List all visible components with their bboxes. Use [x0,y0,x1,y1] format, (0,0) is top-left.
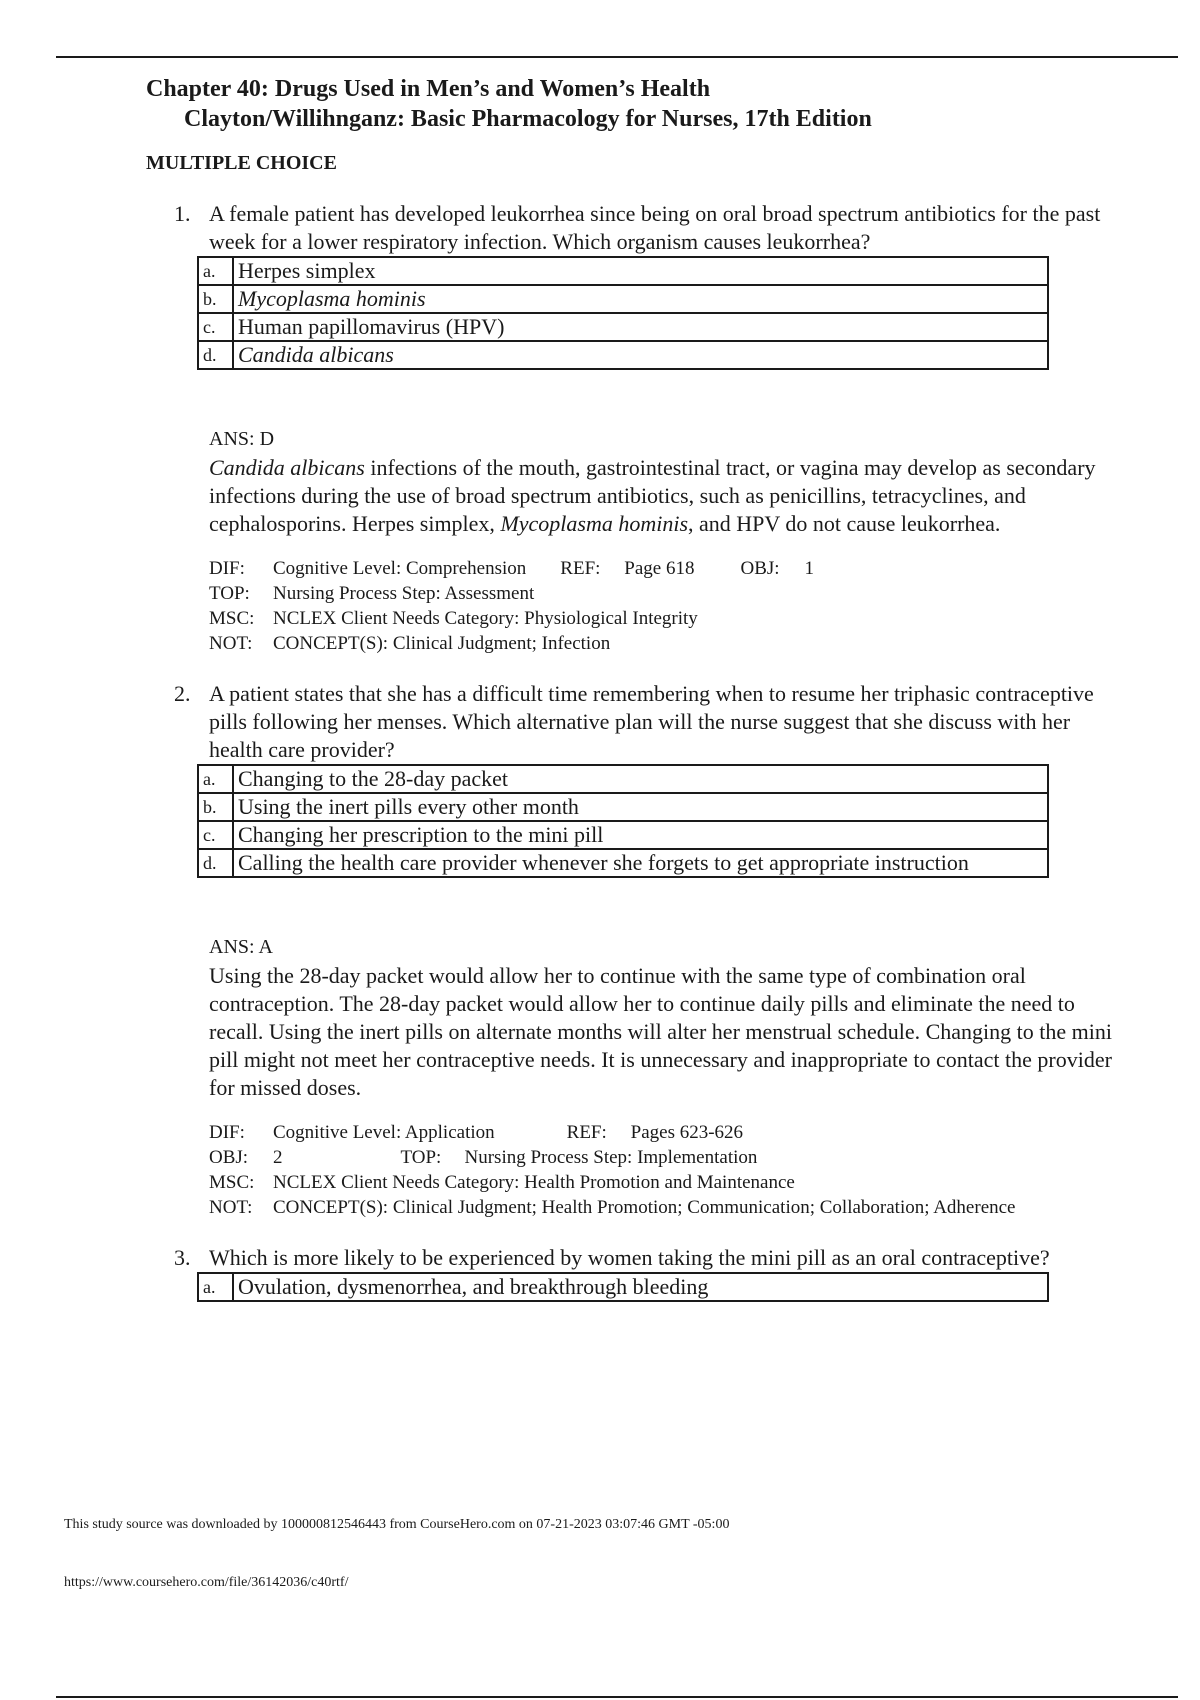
option-text: Calling the health care provider whenever she forgets to get appropriate instruction [233,849,1048,877]
chapter-title: Chapter 40: Drugs Used in Men’s and Women’s Health [146,76,711,102]
source-url[interactable]: https://www.coursehero.com/file/36142036/c40rtf/ [64,1575,349,1590]
meta-line-not [209,1195,1106,1220]
option-text: Using the inert pills every other month [233,793,1048,821]
question-2 [146,680,1112,1220]
download-note: This study source was downloaded by 100000812546443 from CourseHero.com on 07-21-2023 03:07:46 GMT -05:00 [64,1517,730,1532]
question-1 [146,200,1106,656]
meta-line-top [209,581,1106,606]
option-letter: b. [198,793,233,821]
meta-label: OBJ: [209,1147,249,1168]
option-letter: a. [198,257,233,285]
question-number: 2. [174,681,191,706]
answer-key: ANS: A [209,936,273,958]
option-letter: b. [198,285,233,313]
meta-value: Nursing Process Step: Assessment [273,583,535,604]
option-row [198,313,1048,341]
meta-label: NOT: [209,633,253,654]
meta-value: CONCEPT(S): Clinical Judgment; Infection [273,633,611,654]
option-text: Herpes simplex [233,257,1048,285]
meta-label: MSC: [209,1172,255,1193]
option-row [198,849,1048,877]
option-text-italic: Candida albicans [238,342,394,367]
option-text: Changing to the 28-day packet [233,765,1048,793]
meta-line-msc [209,606,1106,631]
meta-value: 2 [273,1147,283,1168]
meta-value: Page 618 [624,558,695,579]
meta-line-msc [209,1170,1106,1195]
option-row [198,341,1048,369]
rationale-text: infections of the mouth, gastrointestinal tract, or vagina may develop as secondary infections during the use of broad spectrum antibiotics, such as penicillins, tetracyclines, and cephalosporins. Herpes simplex, [209,455,1096,536]
rationale-text: , and HPV do not cause leukorrhea. [688,511,1001,536]
rationale-italic: Mycoplasma hominis [500,511,689,536]
option-text: Human papillomavirus (HPV) [233,313,1048,341]
option-row [198,257,1048,285]
option-letter: a. [198,1273,233,1301]
meta-label: MSC: [209,608,255,629]
top-rule [56,56,1178,58]
meta-label: DIF: [209,1122,245,1143]
question-metadata [209,556,1106,656]
options-table [197,256,1049,370]
option-row [198,765,1048,793]
option-text: Changing her prescription to the mini pill [233,821,1048,849]
meta-label: NOT: [209,1197,253,1218]
question-number: 1. [174,201,191,226]
option-letter: d. [198,341,233,369]
option-text [233,341,1048,369]
option-row [198,285,1048,313]
meta-value: NCLEX Client Needs Category: Physiological Integrity [273,608,698,629]
rationale-italic: Candida albicans [209,455,365,480]
question-stem: A female patient has developed leukorrhea since being on oral broad spectrum antibiotics for the past week for a lower respiratory infection. Which organism causes leukorrhea? [209,201,1101,254]
meta-label: TOP: [400,1147,442,1168]
question-3 [146,1244,1106,1302]
option-row [198,1273,1048,1301]
meta-label: DIF: [209,558,245,579]
question-number: 3. [174,1245,191,1270]
meta-value: Cognitive Level: Application [273,1122,495,1143]
options-table [197,764,1049,878]
meta-label: TOP: [209,583,250,604]
meta-label: REF: [566,1122,607,1143]
option-row [198,793,1048,821]
question-stem: A patient states that she has a difficult time remembering when to resume her triphasic contraceptive pills following her menses. Which alternative plan will the nurse suggest that she discuss with her health care provider? [209,681,1094,762]
document-body [146,74,1112,1302]
question-metadata [209,1120,1106,1220]
rationale [209,454,1119,538]
option-text [233,285,1048,313]
book-subtitle: Clayton/Willihnganz: Basic Pharmacology for Nurses, 17th Edition [184,106,872,132]
meta-value: Nursing Process Step: Implementation [464,1147,758,1168]
option-letter: a. [198,765,233,793]
rationale: Using the 28-day packet would allow her to continue with the same type of combination oral contraception. The 28-day packet would allow her to continue daily pills and eliminate the need to recall. Using the inert pills on alternate months will alter her menstrual schedule. Changing to the mini pill might not meet her contraceptive needs. It is unnecessary and inappropriate to contact the provider for missed doses. [209,963,1112,1100]
question-stem: Which is more likely to be experienced by women taking the mini pill as an oral contraceptive? [209,1245,1050,1270]
bottom-rule [56,1696,1178,1698]
option-text-italic: Mycoplasma hominis [238,286,426,311]
option-letter: d. [198,849,233,877]
meta-value: Cognitive Level: Comprehension [273,558,527,579]
meta-line-dif [209,1120,1106,1145]
option-text: Ovulation, dysmenorrhea, and breakthrough bleeding [233,1273,1048,1301]
meta-label: OBJ: [740,558,780,579]
section-label: MULTIPLE CHOICE [146,152,337,174]
option-letter: c. [198,821,233,849]
meta-value: Pages 623-626 [630,1122,744,1143]
options-table [197,1272,1049,1302]
meta-label: REF: [560,558,601,579]
answer-key: ANS: D [209,428,275,450]
meta-value: CONCEPT(S): Clinical Judgment; Health Promotion; Communication; Collaboration; Adherence [273,1197,1016,1218]
meta-value: NCLEX Client Needs Category: Health Promotion and Maintenance [273,1172,795,1193]
option-row [198,821,1048,849]
meta-value: 1 [804,558,814,579]
meta-line-not [209,631,1106,656]
meta-line-obj [209,1145,1106,1170]
meta-line-dif [209,556,1106,581]
option-letter: c. [198,313,233,341]
